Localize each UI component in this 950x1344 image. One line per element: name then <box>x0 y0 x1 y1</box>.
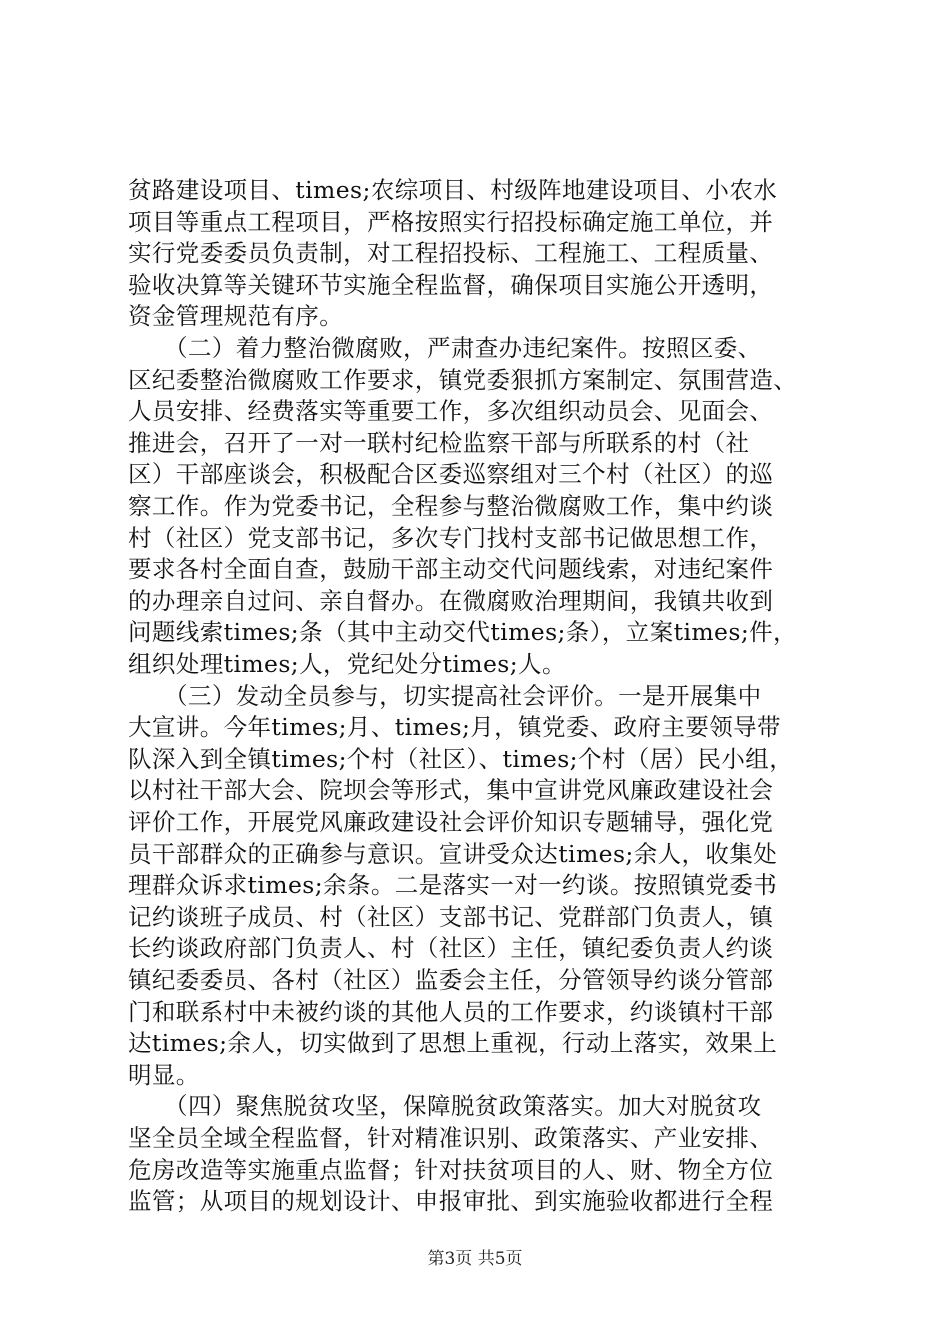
text-line: 评价工作，开展党风廉政建设社会评价知识专题辅导，强化党 <box>128 808 774 836</box>
text-line: 员干部群众的正确参与意识。宣讲受众达times;余人，收集处 <box>128 840 778 868</box>
text-line: （四）聚焦脱贫攻坚，保障脱贫政策落实。加大对脱贫攻 <box>128 1092 762 1120</box>
text-line: 队深入到全镇times;个村（社区）、times;个村（居）民小组， <box>128 745 794 773</box>
text-line: 区）干部座谈会，积极配合区委巡察组对三个村（社区）的巡 <box>128 460 774 488</box>
text-line: 监管；从项目的规划设计、申报审批、到实施验收都进行全程 <box>128 1187 774 1215</box>
text-line: 以村社干部大会、院坝会等形式，集中宣讲党风廉政建设社会 <box>128 776 774 804</box>
text-line: 明显。 <box>128 1061 200 1089</box>
text-line: 长约谈政府部门负责人、村（社区）主任，镇纪委负责人约谈 <box>128 934 774 962</box>
text-line: 项目等重点工程项目，严格按照实行招投标确定施工单位，并 <box>128 208 774 236</box>
text-line: 察工作。作为党委书记，全程参与整治微腐败工作，集中约谈 <box>128 492 774 520</box>
text-line: 理群众诉求times;余条。二是落实一对一约谈。按照镇党委书 <box>128 871 778 899</box>
text-line: （二）着力整治微腐败，严肃查办违纪案件。按照区委、 <box>128 334 762 362</box>
text-line: 村（社区）党支部书记，多次专门找村支部书记做思想工作， <box>128 524 774 552</box>
page-footer: 第3页 共5页 <box>427 1249 523 1269</box>
text-line: 大宣讲。今年times;月、times;月，镇党委、政府主要领导带 <box>128 713 781 741</box>
text-line: 实行党委委员负责制，对工程招投标、工程施工、工程质量、 <box>128 239 774 267</box>
text-line: 危房改造等实施重点监督；针对扶贫项目的人、财、物全方位 <box>128 1156 774 1184</box>
text-line: 门和联系村中未被约谈的其他人员的工作要求，约谈镇村干部 <box>128 998 774 1026</box>
text-line: 组织处理times;人，党纪处分times;人。 <box>128 650 566 678</box>
text-line: 人员安排、经费落实等重要工作，多次组织动员会、见面会、 <box>128 397 774 425</box>
text-line: 镇纪委委员、各村（社区）监委会主任，分管领导约谈分管部 <box>128 966 774 994</box>
text-line: 的办理亲自过问、亲自督办。在微腐败治理期间，我镇共收到 <box>128 587 774 615</box>
text-line: 达times;余人，切实做到了思想上重视，行动上落实，效果上 <box>128 1029 778 1057</box>
text-line: 要求各村全面自查，鼓励干部主动交代问题线索，对违纪案件 <box>128 555 774 583</box>
text-line: 区纪委整治微腐败工作要求，镇党委狠抓方案制定、氛围营造、 <box>128 366 798 394</box>
text-line: 贫路建设项目、times;农综项目、村级阵地建设项目、小农水 <box>128 176 778 204</box>
text-line: 推进会，召开了一对一联村纪检监察干部与所联系的村（社 <box>128 429 750 457</box>
text-line: 问题线索times;条（其中主动交代times;条），立案times;件， <box>128 618 797 646</box>
text-line: 验收决算等关键环节实施全程监督，确保项目实施公开透明， <box>128 271 774 299</box>
text-line: 记约谈班子成员、村（社区）支部书记、党群部门负责人，镇 <box>128 903 774 931</box>
text-line: 坚全员全域全程监督，针对精准识别、政策落实、产业安排、 <box>128 1124 774 1152</box>
text-line: （三）发动全员参与，切实提高社会评价。一是开展集中 <box>128 682 762 710</box>
text-line: 资金管理规范有序。 <box>128 302 344 330</box>
